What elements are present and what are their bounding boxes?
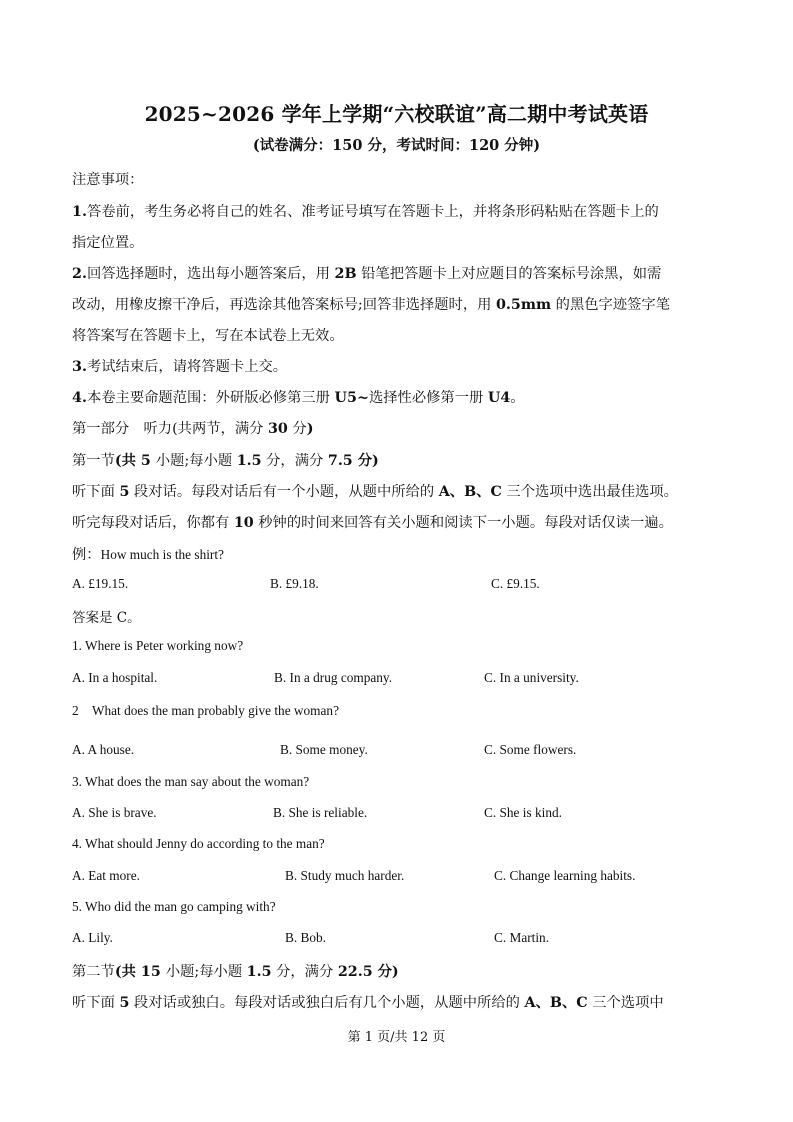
exam-title: 2025~2026 学年上学期“六校联谊”高二期中考试英语 (144, 102, 649, 126)
exam-subtitle: (试卷满分：150 分，考试时间：120 分钟) (252, 137, 541, 154)
question-1: 1. Where is Peter working now? (72, 638, 244, 653)
question-3-option-b: B. She is reliable. (273, 805, 368, 820)
example-question: 例：How much is the shirt? (72, 547, 224, 563)
page-footer: 第 1 页/共 12 页 (347, 1030, 446, 1045)
question-4-option-c: C. Change learning habits. (494, 868, 636, 883)
section-2-instructions: 听下面 5 段对话或独白。每段对话或独白后有几个小题，从题中所给的 A、B、C 三个选项中 (72, 995, 664, 1011)
question-1-option-c: C. In a university. (484, 670, 579, 685)
section-1-instructions-line-2: 听完每段对话后，你都有 10 秒钟的时间来回答有关小题和阅读下一小题。每段对话仅读一遍。 (72, 515, 673, 531)
notes-heading: 注意事项： (72, 172, 144, 188)
question-5-option-c: C. Martin. (494, 930, 550, 945)
note-2-line-2: 改动，用橡皮擦干净后，再选涂其他答案标号;回答非选择题时，用 0.5mm 的黑色字迹签字笔 (72, 297, 671, 313)
question-2: 2 What does the man probably give the woman? (72, 703, 339, 718)
note-2-line-3: 将答案写在答题卡上，写在本试卷上无效。 (72, 328, 344, 344)
question-3-option-c: C. She is kind. (484, 805, 562, 820)
note-3: 3.考试结束后，请将答题卡上交。 (72, 359, 288, 375)
question-2-option-a: A. A house. (72, 742, 135, 757)
question-5: 5. Who did the man go camping with? (72, 899, 276, 914)
question-4-option-a: A. Eat more. (72, 868, 140, 883)
question-3-option-a: A. She is brave. (72, 805, 157, 820)
part-1-heading: 第一部分 听力(共两节，满分 30 分) (72, 421, 314, 437)
note-4: 4.本卷主要命题范围：外研版必修第三册 U5~选择性必修第一册 U4。 (72, 390, 525, 406)
question-5-option-a: A. Lily. (72, 930, 113, 945)
note-1-line-2: 指定位置。 (72, 235, 144, 251)
example-option-b: B. £9.18. (270, 576, 319, 591)
section-1-heading: 第一节(共 5 小题;每小题 1.5 分，满分 7.5 分) (72, 453, 379, 469)
question-2-option-b: B. Some money. (280, 742, 368, 757)
example-option-c: C. £9.15. (491, 576, 540, 591)
section-1-instructions-line-1: 听下面 5 段对话。每段对话后有一个小题，从题中所给的 A、B、C 三个选项中选出最佳选项。 (72, 484, 678, 500)
question-4: 4. What should Jenny do according to the man? (72, 836, 325, 851)
question-3: 3. What does the man say about the woman? (72, 774, 310, 789)
example-option-a: A. £19.15. (72, 576, 129, 591)
question-1-option-a: A. In a hospital. (72, 670, 158, 685)
note-1-line-1: 1.答卷前，考生务必将自己的姓名、准考证号填写在答题卡上，并将条形码粘贴在答题卡上的 (72, 204, 659, 220)
question-5-option-b: B. Bob. (285, 930, 327, 945)
question-4-option-b: B. Study much harder. (285, 868, 405, 883)
question-2-option-c: C. Some flowers. (484, 742, 577, 757)
example-answer: 答案是 C。 (72, 610, 141, 626)
note-2-line-1: 2.回答选择题时，选出每小题答案后，用 2B 铅笔把答题卡上对应题目的答案标号涂黑，如需 (72, 266, 662, 282)
question-1-option-b: B. In a drug company. (274, 670, 393, 685)
section-2-heading: 第二节(共 15 小题;每小题 1.5 分，满分 22.5 分) (72, 964, 399, 980)
